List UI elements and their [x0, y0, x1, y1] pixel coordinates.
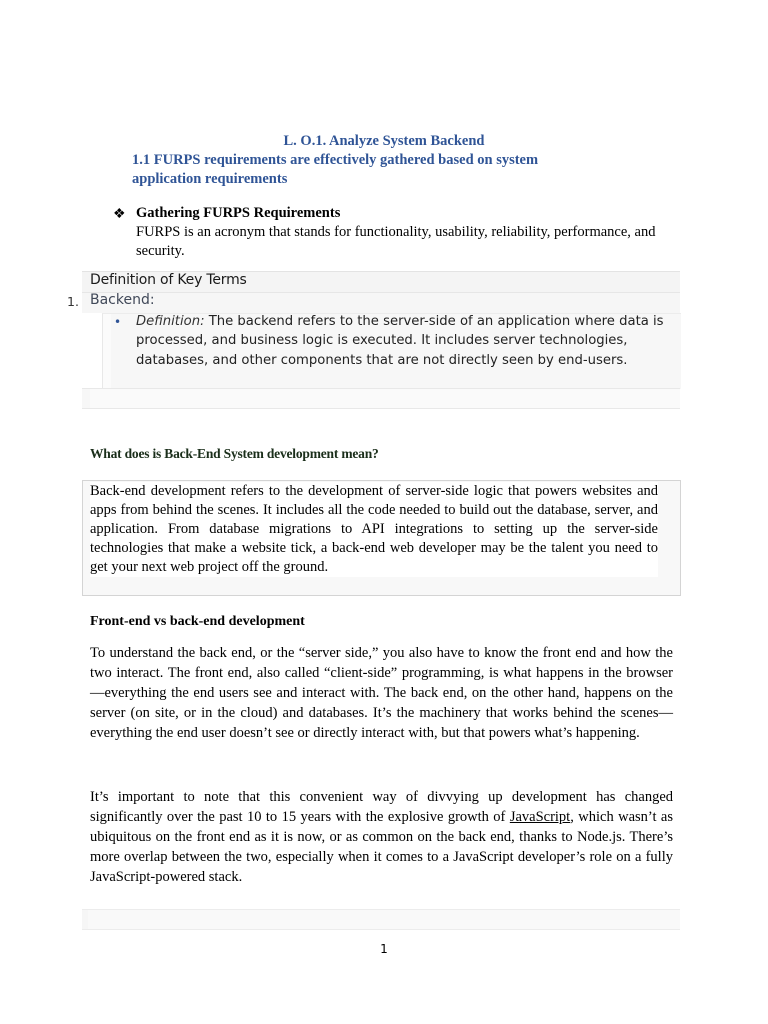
- definition-text: The backend refers to the server-side of an application where data is processed, and business logic is executed. It includes server technologies, databases, and other components that are not directly seen by end-users.: [136, 314, 664, 368]
- bullet-icon: •: [114, 315, 122, 329]
- document-title: L. O.1. Analyze System Backend: [283, 133, 485, 149]
- definitions-heading: Definition of Key Terms: [90, 272, 247, 288]
- definitions-footer-row: [82, 388, 680, 409]
- document-subtitle: 1.1 FURPS requirements are effectively gathered based on system application requirements: [132, 152, 539, 187]
- furps-heading: Gathering FURPS Requirements: [136, 205, 341, 221]
- backend-answer-text: Back-end development refers to the development of server-side logic that powers websites and apps from behind the scenes. It includes all the code needed to build out the database, server, and application. From database migrations to API integrations to setting up the server-side technologies that make a website tick, a back-end web developer may be the talent you need to get your next web project off the ground.: [90, 483, 658, 575]
- javascript-link[interactable]: JavaScript: [509, 809, 571, 825]
- frontback-heading: Front-end vs back-end development: [90, 614, 305, 629]
- definition-label: Definition:: [136, 314, 205, 329]
- backend-question-heading: What does is Back-End System development mean?: [90, 446, 379, 461]
- backend-definition: [136, 312, 666, 370]
- furps-description: FURPS is an acronym that stands for functionality, usability, reliability, performance, and security.: [136, 224, 656, 259]
- frontback-paragraph-2: It’s important to note that this convenient way of divvying up development has changed significantly over the past 10 to 15 years with the explosive growth of JavaScript, which wasn’t as ubiquitous on the front end as it is now, or as common on the back end, thanks to Node.js. There’s more overlap between the two, especially when it comes to a JavaScript developer’s role on a fully JavaScript-powered stack.: [90, 789, 673, 885]
- backend-term: Backend:: [90, 292, 155, 308]
- diamond-bullet-icon: ❖: [113, 207, 126, 222]
- list-number: 1.: [67, 294, 79, 309]
- definitions-term-row: [82, 292, 680, 313]
- empty-table-row: [82, 909, 680, 930]
- page-number: 1: [380, 942, 388, 956]
- frontback-paragraph-1: To understand the back end, or the “server side,” you also have to know the front end and how the two interact. The front end, also called “client-side” programming, is what happens in the browser—everything the end users see and interact with. The back end, on the other hand, happens on the server (on site, or in the cloud) and databases. It’s the machinery that works behind the scenes—everything the end user doesn’t see or directly interact with, but that powers what’s happening.: [90, 645, 673, 741]
